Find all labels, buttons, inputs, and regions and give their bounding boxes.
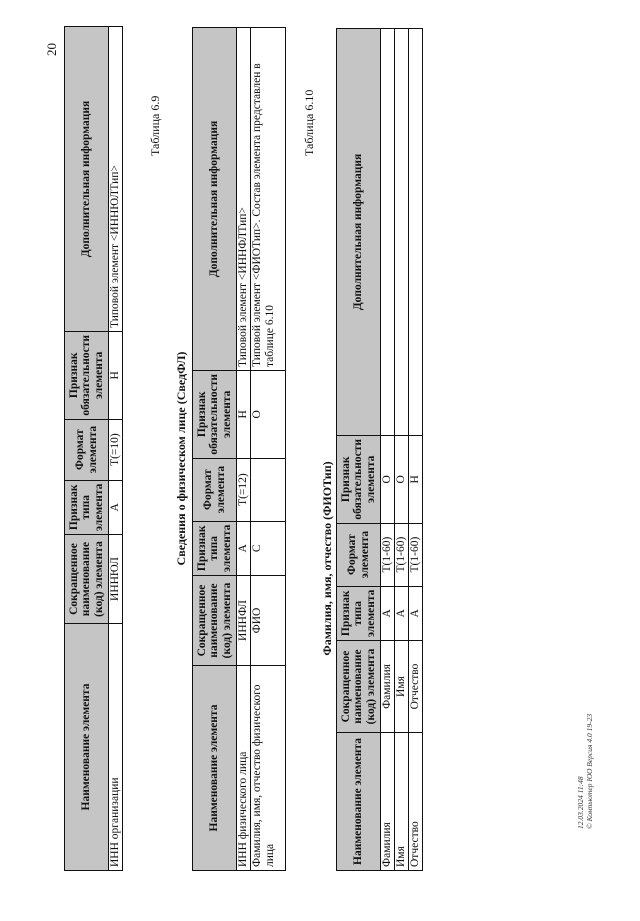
col-header: Признак обязательности элемента: [65, 332, 109, 420]
table-row: [109, 27, 123, 871]
table-title-svedfl: Сведения о физическом лице (СведФЛ): [174, 351, 188, 566]
cell-required: О: [381, 436, 395, 524]
cell-code: ИННФЛ: [237, 576, 251, 666]
cell-format: T(1-60): [381, 523, 395, 586]
col-header: Дополнительная информация: [193, 28, 237, 371]
col-header: Сокращенное наименование (код) элемента: [337, 641, 381, 733]
cell-required: Н: [237, 371, 251, 459]
table-org-inn: [64, 26, 123, 871]
cell-required: Н: [109, 332, 123, 420]
stamp-date: 12.03.2024 11:48: [576, 776, 585, 829]
col-header: Наименование элемента: [193, 666, 237, 871]
cell-info: [381, 29, 395, 436]
col-header: Признак типа элемента: [193, 521, 237, 575]
col-header: Признак обязательности элемента: [337, 436, 381, 524]
table-header-row: [337, 29, 381, 871]
system-stamp: [576, 714, 595, 829]
cell-type: А: [395, 586, 409, 640]
col-header: Признак обязательности элемента: [193, 371, 237, 459]
table-label-6-10: Таблица 6.10: [302, 89, 316, 156]
cell-code: Имя: [395, 641, 409, 733]
col-header: Наименование элемента: [337, 733, 381, 871]
col-header: Признак типа элемента: [65, 480, 109, 534]
col-header: Формат элемента: [193, 458, 237, 521]
page-number: 20: [44, 43, 59, 56]
table-header-row: [193, 28, 237, 871]
col-header: Сокращенное наименование (код) элемента: [65, 535, 109, 624]
table-fiotip: [336, 28, 423, 871]
cell-type: С: [251, 521, 286, 575]
cell-required: О: [395, 436, 409, 524]
cell-element-name: ИНН организации: [109, 624, 123, 871]
cell-format: [251, 458, 286, 521]
table-row: [409, 29, 423, 871]
table-title-fiotip: Фамилия, имя, отчество (ФИОТип): [320, 461, 334, 656]
table-svedfl: [192, 27, 286, 871]
col-header: Формат элемента: [65, 419, 109, 480]
cell-code: ФИО: [251, 576, 286, 666]
cell-element-name: Фамилия: [381, 733, 395, 871]
cell-info: [395, 29, 409, 436]
table-row: [395, 29, 409, 871]
col-header: Дополнительная информация: [65, 27, 109, 332]
cell-type: А: [409, 586, 423, 640]
cell-element-name: ИНН физического лица: [237, 666, 251, 871]
col-header: Сокращенное наименование (код) элемента: [193, 576, 237, 666]
stamp-source: © Компьютер ЮО Версия 4.0 19-23: [585, 713, 595, 829]
cell-info: Типовой элемент <ИННЮЛТип>: [109, 27, 123, 332]
cell-element-name: Имя: [395, 733, 409, 871]
cell-format: T(1-60): [395, 523, 409, 586]
table-row: [381, 29, 395, 871]
col-header: Наименование элемента: [65, 624, 109, 871]
cell-info: Типовой элемент <ФИОТип>. Состав элемента представлен в таблице 6.10: [251, 28, 286, 371]
cell-required: О: [251, 371, 286, 459]
cell-required: Н: [409, 436, 423, 524]
cell-info: Типовой элемент <ИННФЛТип>: [237, 28, 251, 371]
col-header: Дополнительная информация: [337, 29, 381, 436]
cell-type: А: [381, 586, 395, 640]
table-label-6-9: Таблица 6.9: [148, 95, 162, 156]
col-header: Признак типа элемента: [337, 586, 381, 640]
cell-element-name: Отчество: [409, 733, 423, 871]
cell-format: T(1-60): [409, 523, 423, 586]
cell-element-name: Фамилия, имя, отчество физического лица: [251, 666, 286, 871]
cell-code: Отчество: [409, 641, 423, 733]
cell-format: T(=10): [109, 419, 123, 480]
cell-type: А: [109, 480, 123, 534]
cell-code: Фамилия: [381, 641, 395, 733]
cell-code: ИННЮЛ: [109, 535, 123, 624]
cell-info: [409, 29, 423, 436]
table-row: [237, 28, 251, 871]
table-header-row: [65, 27, 109, 871]
cell-format: T(=12): [237, 458, 251, 521]
col-header: Формат элемента: [337, 523, 381, 586]
table-row: [251, 28, 286, 871]
cell-type: А: [237, 521, 251, 575]
